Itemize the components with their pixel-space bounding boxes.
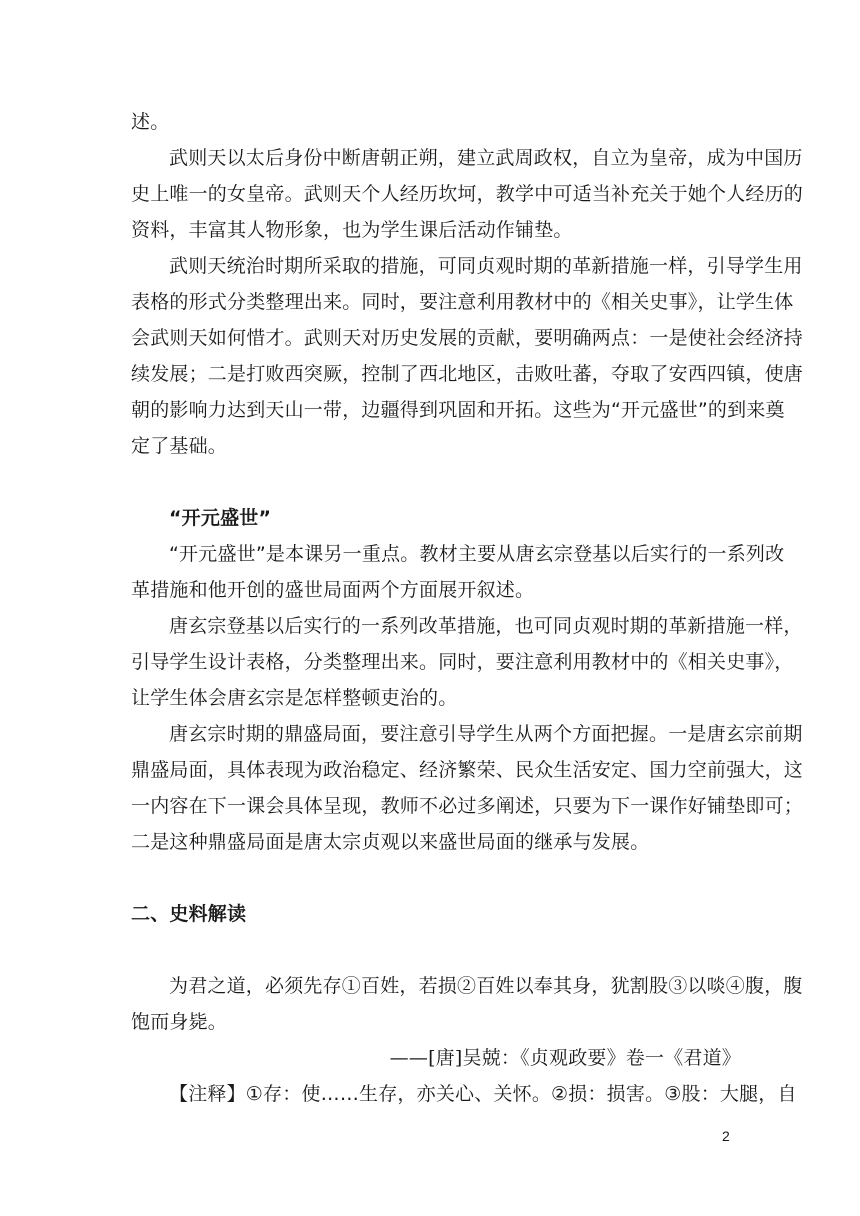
paragraph-line: 资料，丰富其人物形象，也为学生课后活动作铺垫。 bbox=[131, 219, 573, 241]
page-number: 2 bbox=[722, 1128, 730, 1144]
paragraph-line: 续发展；二是打败西突厥，控制了西北地区，击败吐蕃，夺取了安西四镇，使唐 bbox=[131, 363, 804, 385]
paragraph-line: 引导学生设计表格，分类整理出来。同时，要注意利用教材中的《相关史事》， bbox=[131, 651, 794, 673]
subheading: “开元盛世” bbox=[169, 507, 272, 529]
paragraph-line: 武则天以太后身份中断唐朝正朔，建立武周政权，自立为皇帝，成为中国历 bbox=[169, 147, 803, 169]
quotation-line: 饱而身毙。 bbox=[131, 1011, 228, 1033]
section-heading: 二、史料解读 bbox=[131, 903, 247, 925]
paragraph-line: 唐玄宗登基以后实行的一系列改革措施，也可同贞观时期的革新措施一样， bbox=[169, 615, 803, 637]
paragraph-line: 武则天统治时期所采取的措施，可同贞观时期的革新措施一样，引导学生用 bbox=[169, 255, 803, 277]
paragraph-line: 让学生体会唐玄宗是怎样整顿吏治的。 bbox=[131, 687, 458, 709]
paragraph-line: 革措施和他开创的盛世局面两个方面展开叙述。 bbox=[131, 579, 535, 601]
paragraph-line: 鼎盛局面，具体表现为政治稳定、经济繁荣、民众生活安定、国力空前强大，这 bbox=[131, 759, 804, 781]
paragraph-line: 会武则天如何惜才。武则天对历史发展的贡献，要明确两点：一是使社会经济持 bbox=[131, 327, 804, 349]
annotation-line: 【注释】①存：使……生存，亦关心、关怀。②损：损害。③股：大腿，自 bbox=[169, 1083, 797, 1105]
quotation-line: 为君之道，必须先存①百姓，若损②百姓以奉其身，犹割股③以啖④腹，腹 bbox=[169, 975, 803, 997]
quotation-source: ——[唐]吴兢：《贞观政要》卷一《君道》 bbox=[389, 1047, 741, 1069]
paragraph-line: 史上唯一的女皇帝。武则天个人经历坎坷，教学中可适当补充关于她个人经历的 bbox=[131, 183, 804, 205]
paragraph-line: 定了基础。 bbox=[131, 435, 228, 457]
paragraph-line: 一内容在下一课会具体呈现，教师不必过多阐述，只要为下一课作好铺垫即可； bbox=[131, 795, 804, 817]
paragraph-line: 表格的形式分类整理出来。同时，要注意利用教材中的《相关史事》，让学生体 bbox=[131, 291, 794, 313]
paragraph-line: 二是这种鼎盛局面是唐太宗贞观以来盛世局面的继承与发展。 bbox=[131, 831, 650, 853]
paragraph-line: 唐玄宗时期的鼎盛局面，要注意引导学生从两个方面把握。一是唐玄宗前期 bbox=[169, 723, 803, 745]
paragraph-line: 朝的影响力达到天山一带，边疆得到巩固和开拓。这些为“开元盛世”的到来奠 bbox=[131, 399, 785, 421]
paragraph-line: 述。 bbox=[131, 111, 170, 133]
paragraph-line: “开元盛世”是本课另一重点。教材主要从唐玄宗登基以后实行的一系列改 bbox=[169, 543, 785, 565]
